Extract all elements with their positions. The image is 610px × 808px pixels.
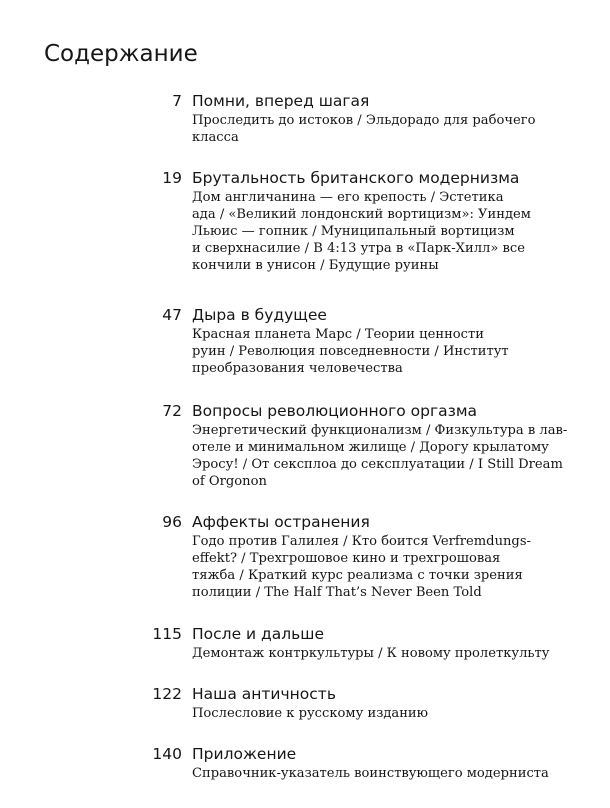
section-line: Демонтаж контркультуры / К новому пролеткульту xyxy=(192,646,550,661)
section-line: и сверхнасилие / В 4:13 утра в «Парк-Хилл» все xyxy=(192,241,525,256)
page-title: Содержание xyxy=(44,41,198,67)
section-line: класса xyxy=(192,130,239,145)
chapter-title: Приложение xyxy=(192,745,297,763)
chapter-page-number: 72 xyxy=(162,402,182,420)
chapter-sections xyxy=(192,645,582,662)
chapter-sections xyxy=(192,765,582,782)
section-line: кончили в унисон / Будущие руины xyxy=(192,258,439,273)
chapter-sections xyxy=(192,112,582,146)
section-line: руин / Революция повседневности / Институт xyxy=(192,344,509,359)
chapter-title: Помни, вперед шагая xyxy=(192,92,370,110)
chapter-title: После и дальше xyxy=(192,625,325,643)
section-line: Льюис — гопник / Муниципальный вортицизм xyxy=(192,224,515,239)
section-line: преобразования человечества xyxy=(192,361,403,376)
chapter-page-number: 47 xyxy=(162,306,182,324)
chapter-sections xyxy=(192,705,582,722)
chapter-sections xyxy=(192,326,582,377)
section-line: Проследить до истоков / Эльдорадо для рабочего xyxy=(192,113,536,128)
chapter-title: Брутальность британского модернизма xyxy=(192,169,520,187)
chapter-page-number: 115 xyxy=(152,625,182,643)
chapter-title: Дыра в будущее xyxy=(192,306,327,324)
section-line: Справочник-указатель воинствующего модерниста xyxy=(192,766,549,781)
chapter-page-number: 19 xyxy=(162,169,182,187)
section-line: тяжба / Краткий курс реализма с точки зрения xyxy=(192,568,523,583)
chapter-page-number: 96 xyxy=(162,513,182,531)
section-line: отеле и минимальном жилище / Дорогу крылатому xyxy=(192,440,549,455)
section-line: Эросу! / От сексплоа до сексплуатации / I Still Dream xyxy=(192,457,563,472)
chapter-title: Наша античность xyxy=(192,685,336,703)
chapter-title: Вопросы революционного оргазма xyxy=(192,402,478,420)
section-line: Энергетический функционализм / Физкультура в лав- xyxy=(192,423,568,438)
chapter-page-number: 140 xyxy=(152,745,182,763)
section-line: of Orgonon xyxy=(192,474,267,489)
chapter-sections xyxy=(192,533,582,601)
section-line: Послесловие к русскому изданию xyxy=(192,706,429,721)
chapter-title: Аффекты остранения xyxy=(192,513,370,531)
chapter-page-number: 7 xyxy=(172,92,182,110)
section-line: Годо против Галилея / Кто боится Verfremdungs- xyxy=(192,534,531,549)
section-line: ада / «Великий лондонский вортицизм»: Уиндем xyxy=(192,207,531,222)
chapter-sections xyxy=(192,189,582,274)
chapter-sections xyxy=(192,422,582,490)
section-line: Дом англичанина — его крепость / Эстетика xyxy=(192,190,504,205)
section-line: полиции / The Half That’s Never Been Told xyxy=(192,585,482,600)
chapter-page-number: 122 xyxy=(152,685,182,703)
section-line: Красная планета Марс / Теории ценности xyxy=(192,327,484,342)
section-line: effekt? / Трехгрошовое кино и трехгрошовая xyxy=(192,551,501,566)
